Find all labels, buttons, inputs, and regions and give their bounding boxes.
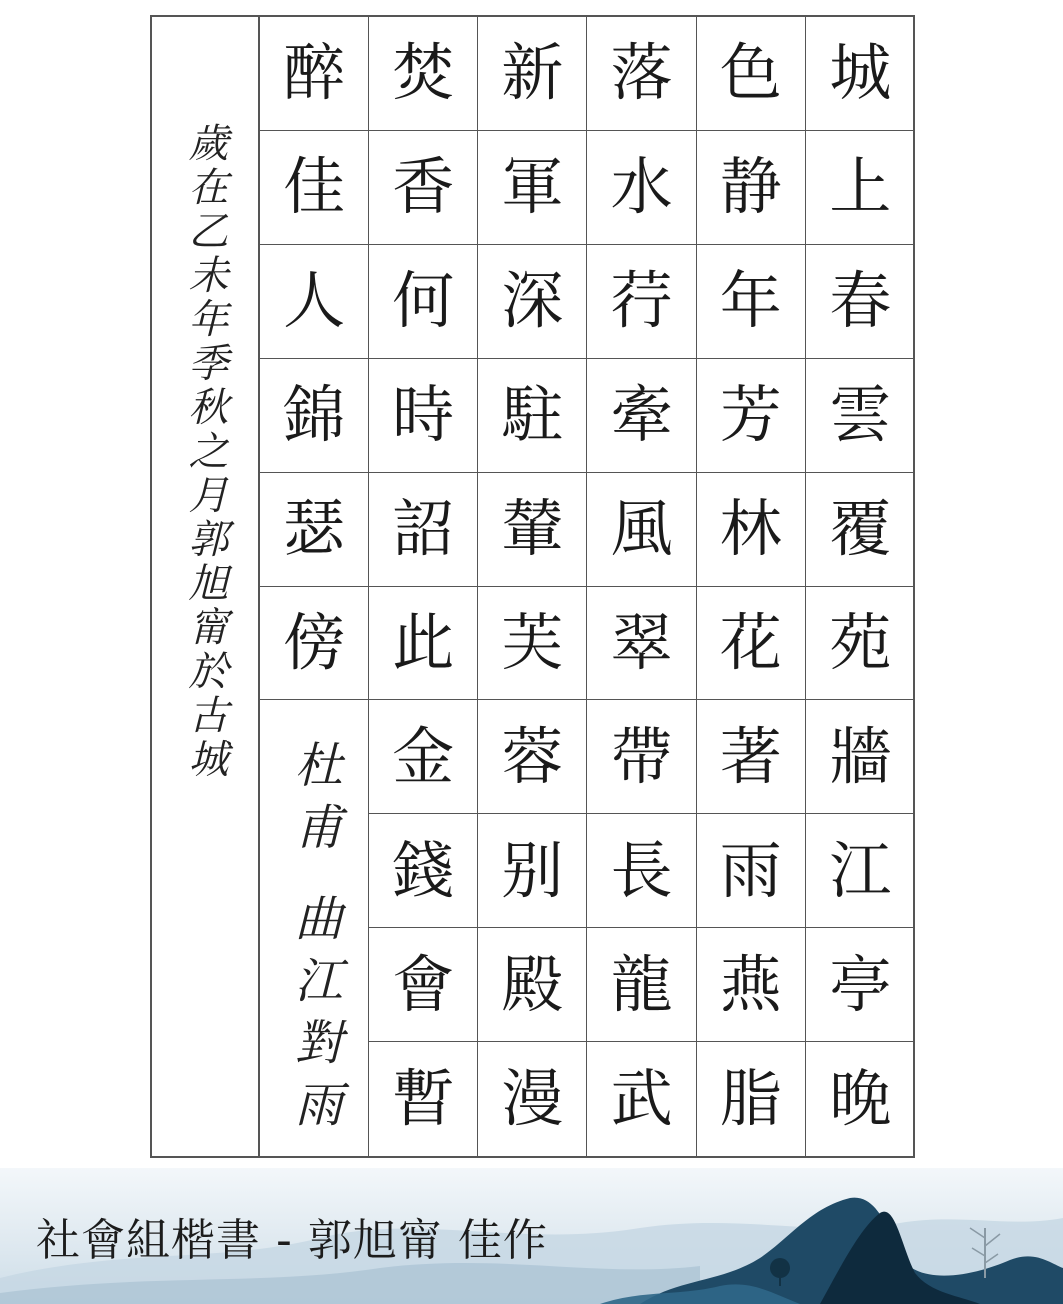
character-cell: 水 — [587, 131, 696, 245]
character-cell: 新 — [478, 17, 587, 131]
character-cell: 晚 — [829, 1062, 892, 1136]
character-cell: 金 — [369, 700, 478, 814]
character-cell: 會 — [369, 928, 478, 1042]
character-cell: 駐 — [478, 359, 587, 473]
character-cell: 亭 — [806, 928, 915, 1042]
character-grid — [260, 17, 915, 1156]
character-cell: 長 — [587, 814, 696, 928]
character-cell: 芳 — [697, 359, 806, 473]
banner-title: 社會組楷書 - 郭旭甯 佳作 — [36, 1215, 548, 1266]
character-cell: 風 — [587, 473, 696, 587]
character-cell: 江 — [806, 814, 915, 928]
character-cell: 色 — [697, 17, 806, 131]
character-cell: 武 — [587, 1042, 696, 1156]
character-cell: 燕 — [697, 928, 806, 1042]
character-cell: 殿 — [478, 928, 587, 1042]
character-cell: 暫 — [369, 1042, 478, 1156]
character-cell: 城 — [806, 17, 915, 131]
character-cell: 年 — [697, 245, 806, 359]
attribution-cell — [260, 700, 369, 1156]
character-cell: 芙 — [478, 587, 587, 701]
character-cell: 錢 — [369, 814, 478, 928]
character-cell: 龍 — [587, 928, 696, 1042]
character-cell: 錦 — [260, 359, 369, 473]
character-cell: 醉 — [260, 17, 369, 131]
attribution-text: 杜甫 曲江對雨 — [286, 740, 343, 1142]
calligraphy-sheet — [150, 15, 915, 1158]
character-cell: 佳 — [260, 131, 369, 245]
character-cell: 焚 — [369, 17, 478, 131]
character-cell: 此 — [369, 587, 478, 701]
character-cell: 春 — [806, 245, 915, 359]
character-cell: 雨 — [697, 814, 806, 928]
character-cell: 荇 — [587, 245, 696, 359]
character-cell: 雲 — [806, 359, 915, 473]
character-cell: 牽 — [587, 359, 696, 473]
inscription-column — [152, 17, 260, 1156]
character-cell: 何 — [369, 245, 478, 359]
character-cell: 香 — [369, 131, 478, 245]
character-cell: 著 — [697, 700, 806, 814]
character-cell: 時 — [369, 359, 478, 473]
character-cell: 人 — [260, 245, 369, 359]
character-cell: 瑟 — [260, 473, 369, 587]
title-banner — [0, 1168, 1063, 1304]
inscription-text: 歲在乙未年季秋之月郭旭甯於古城 — [182, 122, 228, 782]
character-cell: 脂 — [697, 1042, 806, 1156]
character-cell: 軍 — [478, 131, 587, 245]
character-cell: 苑 — [806, 587, 915, 701]
character-cell: 輦 — [478, 473, 587, 587]
character-cell: 傍 — [260, 587, 369, 701]
character-cell: 静 — [697, 131, 806, 245]
character-cell: 花 — [697, 587, 806, 701]
character-cell: 蓉 — [478, 700, 587, 814]
character-cell: 落 — [587, 17, 696, 131]
character-cell: 深 — [478, 245, 587, 359]
character-cell: 上 — [806, 131, 915, 245]
character-cell: 别 — [478, 814, 587, 928]
character-cell: 牆 — [806, 700, 915, 814]
character-cell: 詔 — [369, 473, 478, 587]
character-cell: 漫 — [478, 1042, 587, 1156]
character-cell: 覆 — [806, 473, 915, 587]
character-cell: 林 — [697, 473, 806, 587]
character-cell: 翠 — [587, 587, 696, 701]
character-cell: 帶 — [587, 700, 696, 814]
